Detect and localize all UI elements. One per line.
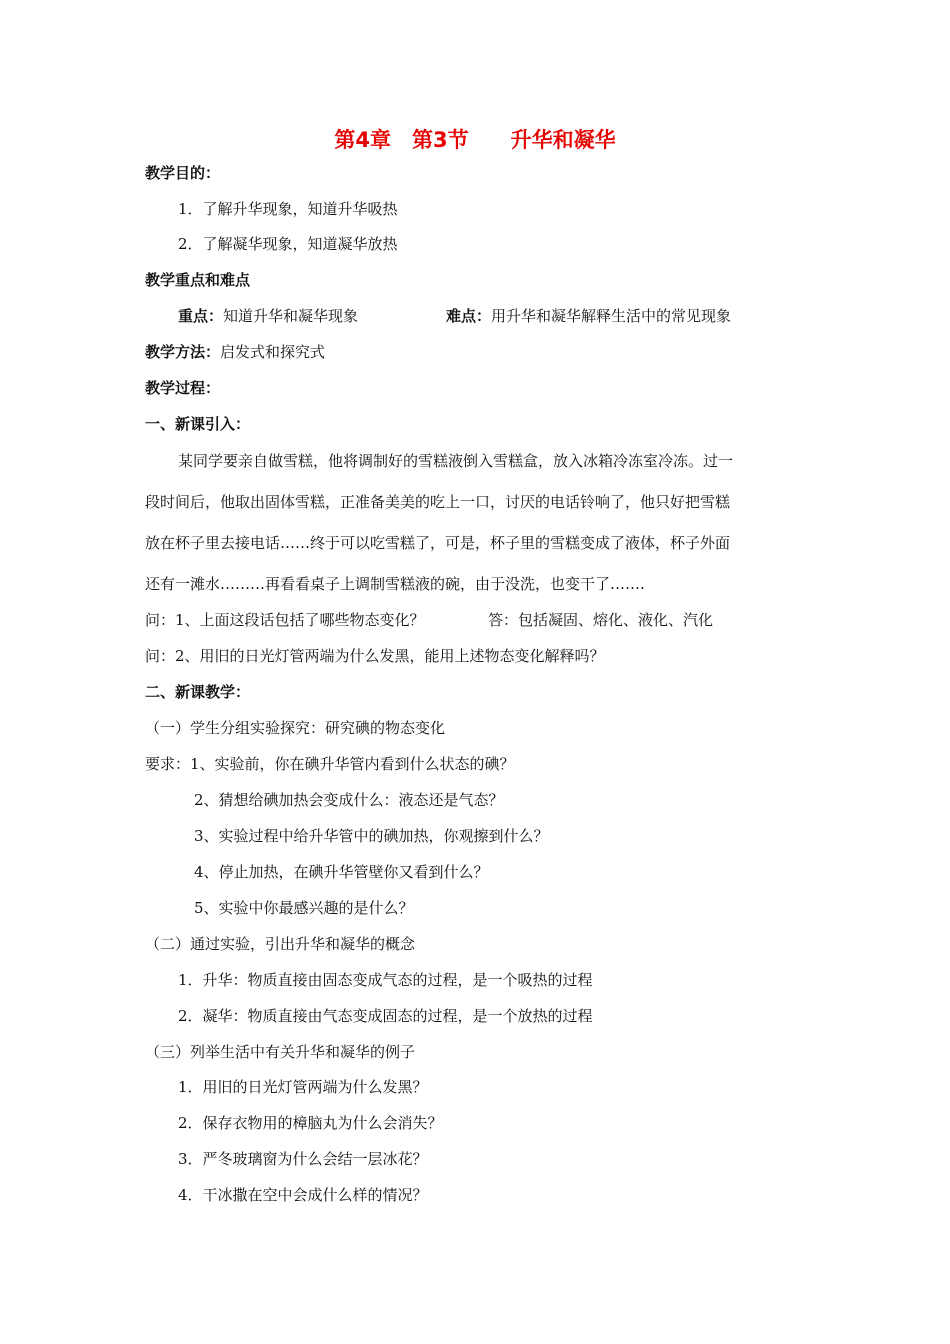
intro-paragraph-line: 还有一滩水………再看看桌子上调制雪糕液的碗，由于没洗，也变干了…….	[145, 575, 645, 593]
example-item: 2．保存衣物用的樟脑丸为什么会消失？	[178, 1114, 443, 1132]
method-row	[145, 342, 325, 362]
difficulty-label: 难点：	[446, 307, 492, 325]
example-item: 1．用旧的日光灯管两端为什么发黑？	[178, 1078, 428, 1096]
intro-paragraph-line: 某同学要亲自做雪糕，他将调制好的雪糕液倒入雪糕盒，放入冰箱冷冻室冷冻。过一	[178, 452, 734, 470]
teaching-heading: 二、新课教学：	[145, 683, 251, 701]
intro-heading: 一、新课引入：	[145, 415, 251, 433]
part-3-heading: （三）列举生活中有关升华和凝华的例子	[145, 1043, 416, 1061]
goal-item: 1．了解升华现象，知道升华吸热	[178, 200, 398, 218]
example-item: 4．干冰撒在空中会成什么样的情况？	[178, 1186, 428, 1204]
focus-row	[178, 306, 358, 326]
example-item: 3．严冬玻璃窗为什么会结一层冰花？	[178, 1150, 428, 1168]
definition-item: 2．凝华：物质直接由气态变成固态的过程，是一个放热的过程	[178, 1007, 593, 1025]
goal-item: 2．了解凝华现象，知道凝华放热	[178, 235, 398, 253]
requirement-item: 要求：1、实验前，你在碘升华管内看到什么状态的碘？	[145, 755, 515, 773]
requirement-item: 4、停止加热，在碘升华管壁你又看到什么？	[194, 863, 489, 881]
requirement-item: 3、实验过程中给升华管中的碘加热，你观擦到什么？	[194, 827, 549, 845]
document-title: 第4章 第3节 升华和凝华	[334, 128, 616, 152]
part-1-heading: （一）学生分组实验探究：研究碘的物态变化	[145, 719, 446, 737]
requirement-item: 2、猜想给碘加热会变成什么：液态还是气态？	[194, 791, 504, 809]
answer-1: 答：包括凝固、熔化、液化、汽化	[488, 611, 714, 629]
part-2-heading: （二）通过实验，引出升华和凝华的概念	[145, 935, 416, 953]
difficulty-row	[446, 306, 731, 326]
key-points-heading: 教学重点和难点	[145, 271, 251, 289]
definition-item: 1．升华：物质直接由固态变成气态的过程，是一个吸热的过程	[178, 971, 593, 989]
method-text: 启发式和探究式	[220, 343, 326, 361]
goals-heading: 教学目的：	[145, 164, 221, 182]
difficulty-text: 用升华和凝华解释生活中的常见现象	[491, 307, 732, 325]
intro-paragraph-line: 放在杯子里去接电话……终于可以吃雪糕了，可是，杯子里的雪糕变成了液体，杯子外面	[145, 534, 731, 552]
question-2: 问：2、用旧的日光灯管两端为什么发黑，能用上述物态变化解释吗？	[145, 647, 605, 665]
intro-paragraph-line: 段时间后，他取出固体雪糕，正准备美美的吃上一口，讨厌的电话铃响了，他只好把雪糕	[145, 493, 731, 511]
requirement-item: 5、实验中你最感兴趣的是什么？	[194, 899, 414, 917]
question-1: 问：1、上面这段话包括了哪些物态变化？	[145, 611, 425, 629]
focus-label: 重点：	[178, 307, 224, 325]
focus-text: 知道升华和凝华现象	[223, 307, 359, 325]
method-label: 教学方法：	[145, 343, 221, 361]
process-heading: 教学过程：	[145, 379, 221, 397]
